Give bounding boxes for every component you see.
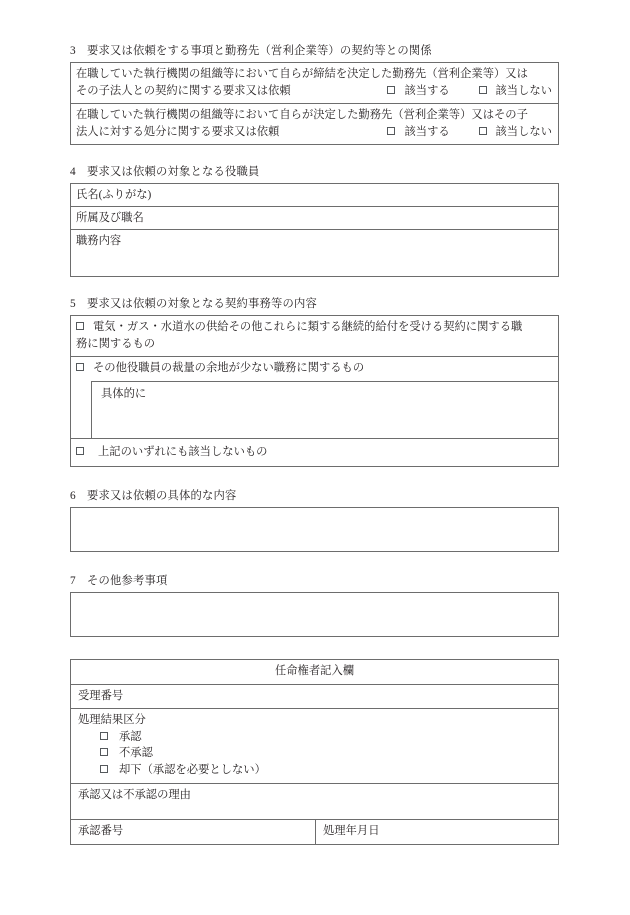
section-3-number: 3: [70, 45, 76, 57]
section-4-title: 要求又は依頼の対象となる役職員: [87, 166, 260, 178]
section-5-detail-box[interactable]: [91, 381, 558, 438]
section-5-title: 要求又は依頼の対象となる契約事務等の内容: [87, 298, 317, 310]
section-3-title: 要求又は依頼をする事項と勤務先（営利企業等）の契約等との関係: [87, 45, 432, 57]
section-3-row-2: [71, 104, 558, 144]
checkbox-icon[interactable]: [100, 732, 108, 740]
reason-label: 承認又は不承認の理由: [78, 789, 191, 801]
section-5-option-1-line2: 務に関するもの: [76, 337, 156, 350]
process-date-cell[interactable]: [316, 820, 558, 844]
section-6-title: 要求又は依頼の具体的な内容: [87, 490, 237, 502]
section-7-answer-box[interactable]: [70, 592, 559, 637]
form-sheet: [70, 44, 559, 845]
spacer: [70, 277, 559, 297]
section-3-row-2-line1: 在職していた執行機関の組織等において自らが決定した勤務先（営利企業等）又はその子: [76, 109, 528, 121]
section-6-heading: [70, 489, 559, 504]
table-row: [71, 685, 558, 710]
checkbox-option[interactable]: [387, 83, 449, 100]
section-3-row-2-options: [387, 124, 552, 141]
result-option-dismiss-label: 却下（承認を必要としない）: [119, 763, 266, 776]
spacer: [70, 467, 559, 489]
table-row: [71, 104, 558, 144]
field-name-label: 氏名(ふりがな): [76, 189, 152, 201]
checkbox-icon[interactable]: [387, 86, 395, 94]
section-3-heading: [70, 44, 559, 59]
approval-number-label: 承認番号: [78, 825, 124, 837]
section-5-option-2-label: その他役職員の裁量の余地が少ない職務に関するもの: [93, 362, 365, 374]
checkbox-option[interactable]: [479, 124, 553, 141]
section-7-title: その他参考事項: [87, 575, 168, 587]
table-row: [71, 230, 558, 276]
process-date-label: 処理年月日: [323, 825, 380, 837]
field-department-label: 所属及び職名: [76, 212, 144, 224]
appointer-table-title: 任命権者記入欄: [274, 665, 355, 677]
spacer: [70, 552, 559, 574]
checkbox-icon[interactable]: [479, 86, 487, 94]
field-duties-label: 職務内容: [76, 235, 122, 247]
receipt-number-label: 受理番号: [78, 689, 124, 702]
table-row: [71, 63, 558, 104]
table-row: [71, 439, 558, 467]
section-7-heading: [70, 574, 559, 589]
section-5-option-2-wrap: [71, 357, 558, 438]
result-option-dismiss[interactable]: [78, 762, 553, 779]
section-4-table: [70, 183, 559, 277]
section-3-row-1-options: [387, 83, 552, 100]
table-row: [71, 207, 558, 230]
table-row: [71, 784, 558, 820]
table-row: [71, 357, 558, 439]
section-5-detail-label: 具体的に: [101, 387, 147, 400]
checkbox-label: 該当しない: [495, 125, 552, 138]
checkbox-option[interactable]: [387, 124, 449, 141]
section-5-option-3-label: 上記のいずれにも該当しないもの: [98, 445, 268, 458]
checkbox-label: 該当する: [404, 125, 450, 138]
checkbox-icon[interactable]: [100, 765, 108, 773]
result-option-disapprove-label: 不承認: [119, 747, 153, 759]
checkbox-icon[interactable]: [76, 363, 84, 371]
section-3-row-1-line2: その子法人との契約に関する要求又は依頼: [76, 84, 291, 97]
section-6-number: 6: [70, 490, 76, 502]
section-5-option-1[interactable]: [71, 316, 558, 356]
checkbox-icon[interactable]: [100, 748, 108, 756]
result-option-approve[interactable]: [78, 729, 553, 746]
section-5-option-3[interactable]: [71, 439, 558, 467]
appointer-table: [70, 659, 559, 845]
table-row: [71, 184, 558, 207]
checkbox-label: 該当する: [404, 84, 450, 97]
checkbox-option[interactable]: [479, 83, 553, 100]
checkbox-icon[interactable]: [76, 447, 84, 455]
table-row: [71, 820, 558, 844]
section-3-row-1: [71, 63, 558, 103]
section-3-row-2-line2: 法人に対する処分に関する要求又は依頼: [76, 125, 280, 138]
result-category-block: [71, 709, 558, 783]
section-4-number: 4: [70, 166, 76, 178]
table-row: [71, 709, 558, 784]
table-row: [71, 316, 558, 357]
section-6-answer-box[interactable]: [70, 507, 559, 552]
result-category-label: 処理結果区分: [78, 714, 146, 726]
section-3-row-1-line1: 在職していた執行機関の組織等において自らが締結を決定した勤務先（営利企業等）又は: [76, 68, 528, 80]
checkbox-icon[interactable]: [387, 127, 395, 135]
section-5-option-1-line1: 電気・ガス・水道水の供給その他これらに類する継続的給付を受ける契約に関する職: [93, 321, 523, 333]
checkbox-icon[interactable]: [479, 127, 487, 135]
section-5-number: 5: [70, 298, 76, 310]
table-row: [71, 660, 558, 685]
section-4-heading: [70, 165, 559, 180]
approval-number-date-row: [71, 820, 558, 844]
section-5-option-2[interactable]: [71, 357, 558, 377]
result-option-approve-label: 承認: [119, 730, 142, 743]
section-7-number: 7: [70, 575, 76, 587]
checkbox-icon[interactable]: [76, 322, 84, 330]
spacer: [70, 145, 559, 165]
result-option-disapprove[interactable]: [78, 745, 553, 762]
approval-number-cell[interactable]: [71, 820, 316, 844]
section-5-table: [70, 315, 559, 467]
spacer: [70, 637, 559, 659]
section-5-heading: [70, 297, 559, 312]
checkbox-label: 該当しない: [495, 84, 552, 97]
section-3-table: [70, 62, 559, 145]
